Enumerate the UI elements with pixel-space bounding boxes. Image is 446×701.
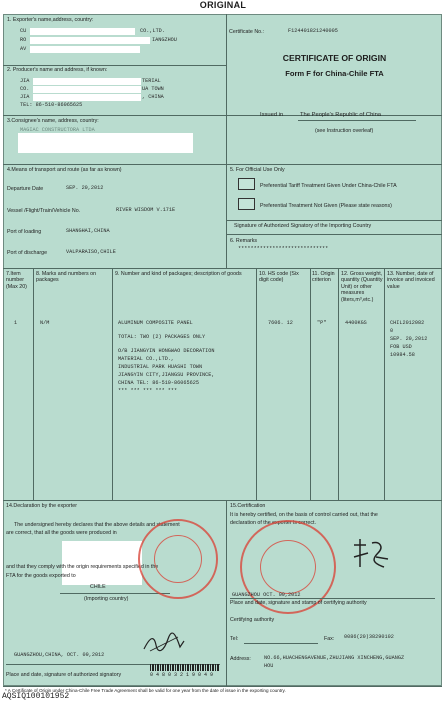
fax-value: 0086(20)38290102: [344, 634, 394, 640]
redacted-exporter-address-2: [30, 46, 140, 53]
divider-box1: [3, 65, 226, 66]
vdivider-c11: [338, 268, 339, 500]
loading-label: Port of loading: [7, 229, 42, 235]
issued-in-label: Issued in: [260, 112, 284, 118]
importing-country-label: (Importing country): [84, 596, 129, 602]
col-header-weight: 12. Gross weight, quantity (Quantity Unit) or other measures (liters,m³,etc.): [341, 271, 383, 303]
declaration-text-3: and that they comply with the origin requirements specified in the: [6, 564, 159, 570]
producer-line1-prefix: JIA: [20, 78, 30, 84]
certifier-signature: [350, 537, 390, 573]
col-header-marks: 8. Marks and numbers on packages: [36, 271, 97, 284]
vdivider-header: [226, 14, 227, 165]
declaration-text-4: FTA for the goods exported to: [6, 573, 76, 579]
declaration-text-2: are correct, that all the goods were produced in: [6, 530, 117, 536]
aqsiq-code: AQSIQ100101952: [2, 692, 70, 701]
departure-date-value: SEP. 20,2012: [66, 185, 104, 191]
goods-hs-code: 7606. 12: [268, 320, 293, 326]
invoice-line: CHIL2012082: [390, 320, 425, 326]
loading-value: SHANGHAI,CHINA: [66, 228, 110, 234]
goods-desc-line: ALUMINUM COMPOSITE PANEL: [118, 320, 193, 326]
barcode-number: 0 4 8 0 3 2 1 9 0 4 9: [150, 672, 214, 678]
vdivider-c12: [384, 268, 385, 500]
goods-origin-criterion: "P": [317, 320, 327, 326]
divider-box4: [3, 268, 442, 269]
box5-label: 5. For Official Use Only: [230, 167, 285, 173]
importing-country-value: CHILE: [90, 584, 106, 590]
goods-desc-line: INDUSTRIAL PARK HUASHI TOWN: [118, 364, 203, 370]
exporter-line2-prefix: RO: [20, 37, 27, 43]
producer-line1-suffix: TERIAL: [142, 78, 161, 84]
producer-line2-prefix: CO.: [20, 86, 30, 92]
divider-bottom: [3, 686, 442, 687]
redacted-producer-address: [33, 86, 141, 93]
exporter-stamp-inner-ring: [154, 535, 202, 583]
goods-desc-line: CHINA TEL: 86-510-86065625: [118, 380, 199, 386]
vdivider-box4: [226, 164, 227, 268]
importing-signature-label: Signature of Authorized Signatory of the Importing Country: [234, 223, 372, 229]
redacted-consignee: [18, 133, 193, 153]
redacted-exporter-name: [30, 28, 135, 35]
certifier-underline: [230, 598, 435, 599]
goods-desc-line: *** *** *** *** ***: [118, 388, 178, 394]
producer-phone: TEL: 86-510-86065625: [20, 102, 83, 108]
invoice-line: 10984.58: [390, 352, 415, 358]
exporter-line3-prefix: AV: [20, 46, 27, 52]
vdivider-c8: [112, 268, 113, 500]
declaration-text-1: The undersigned hereby declares that the above details and statement: [14, 522, 180, 528]
invoice-line: FOB USD: [390, 344, 412, 350]
producer-line3-prefix: JIA: [20, 94, 30, 100]
goods-desc-line: O/B JIANGYIN HONGWAO DECORATION: [118, 348, 215, 354]
exporter-line1-suffix: CO.,LTD.: [140, 28, 165, 34]
vdivider-c9: [256, 268, 257, 500]
box1-label: 1. Exporter's name,address, country:: [7, 17, 94, 23]
address-line2: HOU: [264, 663, 274, 669]
checkbox-treatment-not-given[interactable]: [238, 198, 255, 210]
redacted-producer-name: [33, 78, 141, 85]
tel-underline: [244, 643, 318, 644]
vdivider-c10: [310, 268, 311, 500]
col-header-hs: 10. HS code (Six digit code): [259, 271, 299, 284]
box14-label: 14.Declaration by the exporter: [6, 503, 77, 509]
certificate-title: CERTIFICATE OF ORIGIN: [282, 53, 387, 63]
goods-weight: 4400KGS: [345, 320, 367, 326]
remarks-value: *****************************: [238, 246, 329, 252]
exporter-red-stamp: [138, 519, 218, 599]
goods-desc-line: TOTAL: TWO (2) PACKAGES ONLY: [118, 334, 206, 340]
instruction-note: (see Instruction overleaf): [315, 128, 374, 134]
importing-country-underline: [60, 593, 170, 594]
divider-box5-sign: [227, 220, 442, 221]
certificate-subtitle: Form F for China-Chile FTA: [285, 69, 384, 78]
vdivider-box14: [226, 500, 227, 686]
certifier-place-label: Place and date, signature and stamp of certifying authority: [230, 600, 367, 606]
col-header-item: 7.Item number (Max 20): [6, 271, 27, 290]
producer-line2-suffix: UA TOWN: [142, 86, 164, 92]
box6-label: 6. Remarks: [230, 238, 258, 244]
goods-desc-line: JIANGYIN CITY,JIANGSU PROVINCE,: [118, 372, 215, 378]
vessel-value: RIVER WISDOM V.171E: [116, 207, 176, 213]
cert-no-value: F124401821240005: [288, 28, 338, 34]
checkbox-treatment-given[interactable]: [238, 178, 255, 190]
option-treatment-given: Preferential Tariff Treatment Given Under China-Chile FTA: [260, 183, 397, 189]
exporter-line1-prefix: CU: [20, 28, 27, 34]
divider-goods: [3, 500, 442, 501]
barcode: [150, 664, 220, 671]
discharge-label: Port of discharge: [7, 250, 48, 256]
consignee-line1: MAGIAC CONSTRUCTORA LTDA: [20, 127, 95, 133]
redacted-producer-city: [33, 94, 141, 101]
divider-box5: [227, 234, 442, 235]
exporter-line2-suffix: IANGZHOU: [152, 37, 177, 43]
address-line1: NO.66,HUACHENGAVENUE,ZHUJIANG XINCHENG,GUANGZ: [264, 655, 405, 661]
invoice-line: SEP. 20,2012: [390, 336, 428, 342]
producer-line3-suffix: , CHINA: [142, 94, 164, 100]
box2-label: 2. Producer's name and address, if known:: [7, 67, 108, 73]
exporter-signature: [140, 631, 188, 655]
goods-item-number: 1: [14, 320, 18, 326]
invoice-line: 0: [390, 328, 394, 334]
departure-date-label: Departure Date: [7, 186, 44, 192]
col-header-invoice: 13. Number, date of invoice and invoiced value: [387, 271, 435, 290]
option-treatment-not-given: Preferential Treatment Not Given (Please state reasons): [260, 203, 392, 209]
col-header-criterion: 11. Origin criterion: [312, 271, 335, 284]
document-title: ORIGINAL: [199, 0, 247, 10]
fax-label: Fax:: [324, 636, 335, 642]
certifying-authority-label: Certifying authority: [230, 617, 275, 623]
issued-in-value: The People's Republic of China: [300, 112, 382, 118]
col-header-description: 9. Number and kind of packages; description of goods: [115, 271, 242, 277]
certification-text-2: declaration of the exporter is correct.: [230, 520, 316, 526]
divider-box3: [3, 164, 442, 165]
tel-label: Tel:: [230, 636, 239, 642]
box4-label: 4.Means of transport and route (as far as known): [7, 167, 122, 173]
goods-marks: N/M: [40, 320, 50, 326]
exporter-place-date: GUANGZHOU,CHINA, OCT. 09,2012: [14, 652, 105, 658]
address-label: Address:: [230, 656, 251, 662]
vdivider-c7: [33, 268, 34, 500]
certifying-stamp-inner-ring: [260, 540, 316, 594]
box15-label: 15.Certification: [230, 503, 266, 509]
certification-text-1: It is hereby certified, on the basis of control carried out, that the: [230, 512, 378, 518]
vessel-label: Vessel /Flight/Train/Vehicle No.: [7, 208, 81, 214]
goods-desc-line: MATERIAL CO.,LTD.,: [118, 356, 175, 362]
footnote: * A Certificate of Origin under China-Chile Free Trade Agreement shall be valid for one year from the date of issue in the exporting country.: [5, 688, 286, 693]
discharge-value: VALPARAISO,CHILE: [66, 249, 116, 255]
redacted-exporter-address: [30, 37, 150, 44]
exporter-sign-label: Place and date, signature of authorized signatory: [6, 672, 122, 678]
cert-no-label: Certificate No.:: [229, 29, 265, 35]
box3-label: 3.Consignee's name, address, country:: [7, 118, 99, 124]
issued-underline: [298, 120, 416, 121]
certifier-place-date: GUANGZHOU OCT. 09,2012: [232, 592, 301, 598]
